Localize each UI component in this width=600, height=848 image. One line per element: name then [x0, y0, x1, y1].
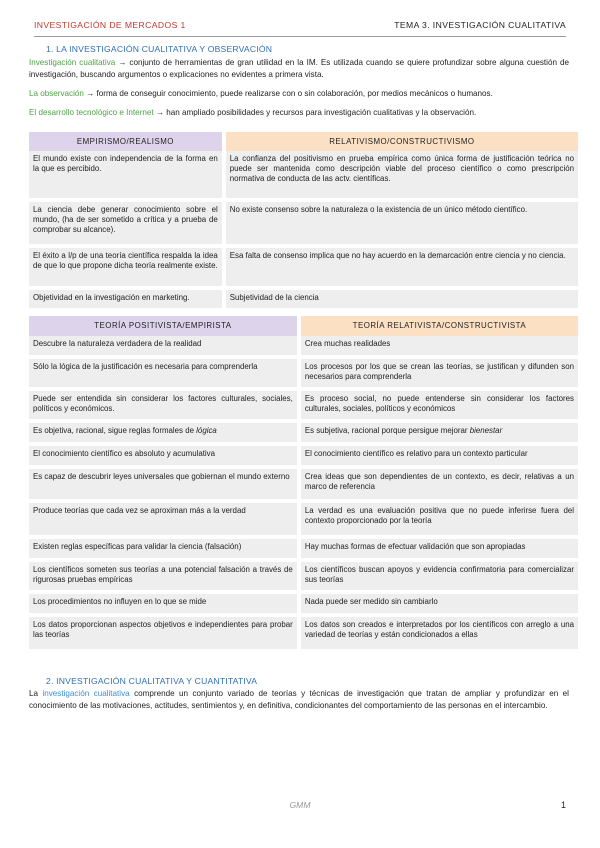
header-empiricism: EMPIRISMO/REALISMO [29, 132, 222, 151]
table-row: Los científicos someten sus teorías a una potencial falsación a través de rigurosas pruebas empíricas Los científicos buscan apoyos y evidencia confirmatoria para comercializar sus teorías [29, 562, 578, 590]
table-row: Puede ser entendida sin considerar los factores culturales, sociales, políticos y económicos. Es proceso social, no puede entenderse sin considerar los factores culturales, sociales, políticos y económicos [29, 391, 578, 419]
table-row: Los procedimientos no influyen en lo que se mide Nada puede ser medido sin cambiarlo [29, 594, 578, 613]
table-row: El éxito a l/p de una teoría científica respalda la idea de que lo que propone dicha teoría realmente existe. Esa falta de consenso implica que no hay acuerdo en la demarcación entre ciencia y no ciencia. [29, 248, 578, 286]
table-row: La ciencia debe generar conocimiento sobre el mundo, (ha de ser sometido a crítica y a prueba de comprobar su alcance). No existe consenso sobre la naturaleza o la existencia de un único método científico. [29, 202, 578, 244]
topic-title: TEMA 3. INVESTIGACIÓN CUALITATIVA [394, 20, 566, 30]
page-number: 1 [560, 800, 566, 810]
paragraph-observation: La observación → forma de conseguir conocimiento, puede realizarse con o sin colaboración, por medios mecánicos o humanos. [29, 89, 493, 98]
section-1-title: 1. LA INVESTIGACIÓN CUALITATIVA Y OBSERVACIÓN [46, 44, 273, 54]
header-relativist: TEORÍA RELATIVISTA/CONSTRUCTIVISTA [297, 316, 578, 336]
header-divider [34, 36, 566, 37]
page-header [34, 20, 566, 34]
header-positivist: TEORÍA POSITIVISTA/EMPIRISTA [29, 316, 297, 336]
paragraph-qualitative-quantitative: La investigación cualitativa comprende un conjunto variado de teorías y técnicas de investigación que tratan de ampliar y profundizar en el conocimiento de las motivaciones, actitudes, sentimientos y, en definitiva, condicionantes del comportamiento de las personas en el intercambio. [29, 689, 569, 710]
table-row: Objetividad en la investigación en marketing. Subjetividad de la ciencia [29, 290, 578, 308]
term-qualitative: Investigación cualitativa [29, 58, 116, 67]
section-2-title: 2. INVESTIGACIÓN CUALITATIVA Y CUANTITATIVA [46, 676, 258, 686]
table-row: Es objetiva, racional, sigue reglas formales de lógica Es subjetiva, racional porque persigue mejorar bienestar [29, 423, 578, 442]
table-row: Sólo la lógica de la justificación es necesaria para comprenderla Los procesos por los que se crean las teorías, se justifican y difunden son necesarios para comprenderla [29, 359, 578, 387]
paragraph-qualitative: Investigación cualitativa → conjunto de herramientas de gran utilidad en la IM. Es utilizada cuando se quiere profundizar sobre alguna cuestión de investigación, buscando argumentos o explicaciones no evidentes a primera vista. [29, 58, 570, 79]
table-row: Existen reglas específicas para validar la ciencia (falsación) Hay muchas formas de efectuar validación que son apropiadas [29, 539, 578, 558]
header-relativism: RELATIVISMO/CONSTRUCTIVISMO [222, 132, 578, 151]
footer-author: GMM [289, 800, 311, 810]
table-row: Descubre la naturaleza verdadera de la realidad Crea muchas realidades [29, 336, 578, 355]
table-empiricism-relativism [29, 132, 578, 308]
table-positivist-relativist [29, 316, 578, 649]
table-row: El conocimiento científico es absoluto y acumulativa El conocimiento científico es relativo para un contexto particular [29, 446, 578, 465]
table-row: El mundo existe con independencia de la forma en la que es percibido. La confianza del positivismo en prueba empírica como única forma de justificación teórica no puede ser mantenida como descripción viable del proceso científico o como prescripción normativa de conducta de las actv. científicas. [29, 151, 578, 198]
course-title: INVESTIGACIÓN DE MERCADOS 1 [34, 20, 186, 30]
term-technology: El desarrollo tecnológico e Internet [29, 108, 154, 117]
table-row: Produce teorías que cada vez se aproximan más a la verdad La verdad es una evaluación positiva que no puede inferirse fuera del contexto proporcionado por la teoría [29, 503, 578, 535]
term-observation: La observación [29, 89, 84, 98]
paragraph-technology: El desarrollo tecnológico e Internet → han ampliado posibilidades y recursos para investigación cualitativas y la observación. [29, 108, 477, 117]
term-qualitative-research: investigación cualitativa [42, 689, 130, 698]
table-row: Los datos proporcionan aspectos objetivos e independientes para probar las teorías Los datos son creados e interpretados por los científicos con arreglo a una variedad de teorías y están condicionados a ellas [29, 617, 578, 649]
table-row: Es capaz de descubrir leyes universales que gobiernan el mundo externo Crea ideas que son dependientes de un contexto, es decir, relativas a un marco de referencia [29, 469, 578, 499]
table-header-row [29, 132, 578, 151]
table-header-row [29, 316, 578, 336]
